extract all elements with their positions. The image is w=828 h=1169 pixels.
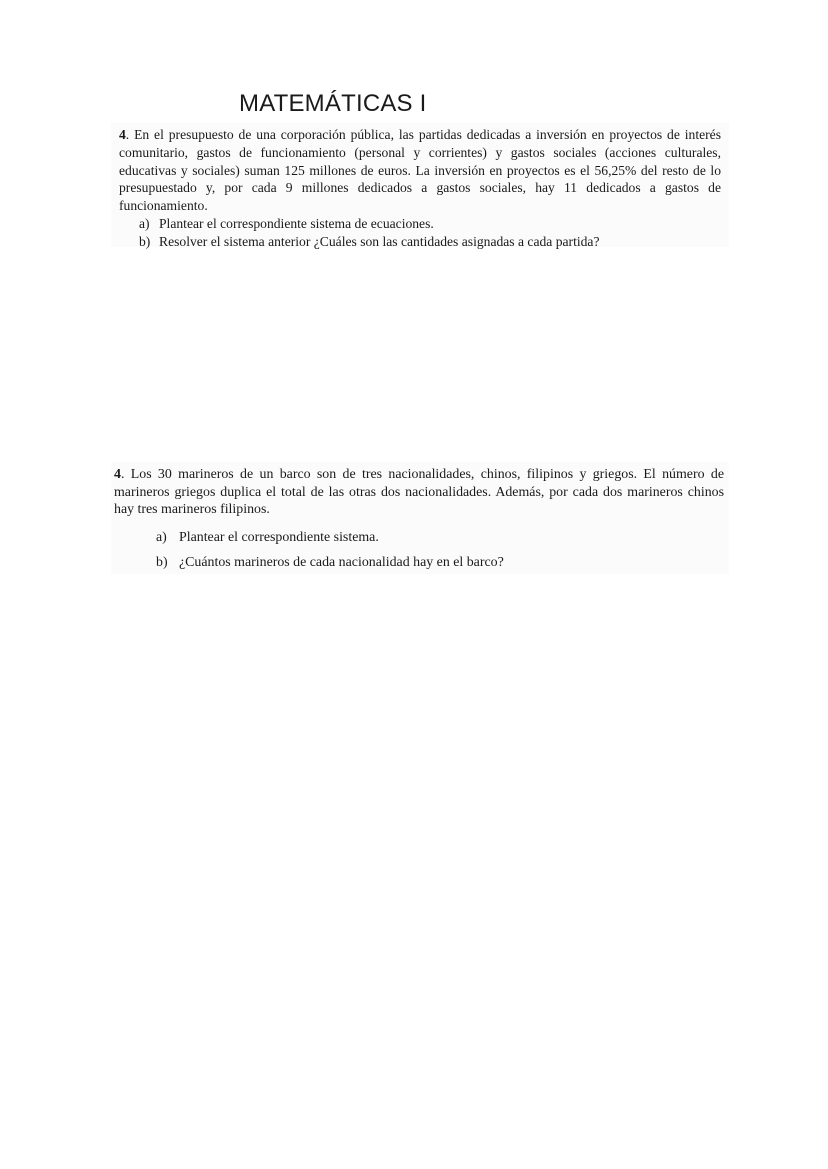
problem-text: . Los 30 marineros de un barco son de tres nacionalidades, chinos, filipinos y griegos. El número de marineros griegos duplica el total de las otras dos nacionalidades. Además, por cada dos marineros chinos hay tres marineros filipinos. bbox=[114, 467, 724, 517]
problem-number: 4 bbox=[114, 467, 121, 482]
subitem-text: ¿Cuántos marineros de cada nacionalidad hay en el barco? bbox=[179, 555, 504, 570]
subitem-letter: a) bbox=[156, 529, 167, 545]
page-title: MATEMÁTICAS I bbox=[239, 90, 427, 117]
subitem-letter: b) bbox=[139, 233, 151, 249]
subitem-a bbox=[114, 529, 729, 547]
subitem-a bbox=[119, 215, 729, 233]
subitem-list bbox=[119, 215, 729, 251]
subitem-text: Plantear el correspondiente sistema de ecuaciones. bbox=[159, 215, 434, 231]
subitem-b bbox=[119, 233, 729, 251]
subitem-letter: b) bbox=[156, 555, 168, 570]
subitem-text: Resolver el sistema anterior ¿Cuáles son las cantidades asignadas a cada partida? bbox=[159, 233, 600, 249]
problem-card-2 bbox=[111, 462, 729, 574]
problem-statement bbox=[114, 466, 724, 519]
subitem-text: Plantear el correspondiente sistema. bbox=[179, 529, 379, 545]
subitem-list bbox=[114, 529, 729, 572]
problem-statement bbox=[119, 126, 721, 215]
subitem-letter: a) bbox=[139, 215, 150, 231]
subitem-b bbox=[114, 554, 729, 572]
problem-text: . En el presupuesto de una corporación pública, las partidas dedicadas a inversión en proyectos de interés comunitario, gastos de funcionamiento (personal y corrientes) y gastos sociales (acciones culturales, educativas y sociales) suman 125 millones de euros. La inversión en proyectos es el 56,25% del resto de lo presupuestado y, por cada 9 millones dedicados a gastos sociales, hay 11 dedicados a gastos de funcionamiento. bbox=[119, 127, 721, 214]
problem-number: 4 bbox=[119, 127, 126, 142]
problem-card-1 bbox=[111, 123, 729, 247]
